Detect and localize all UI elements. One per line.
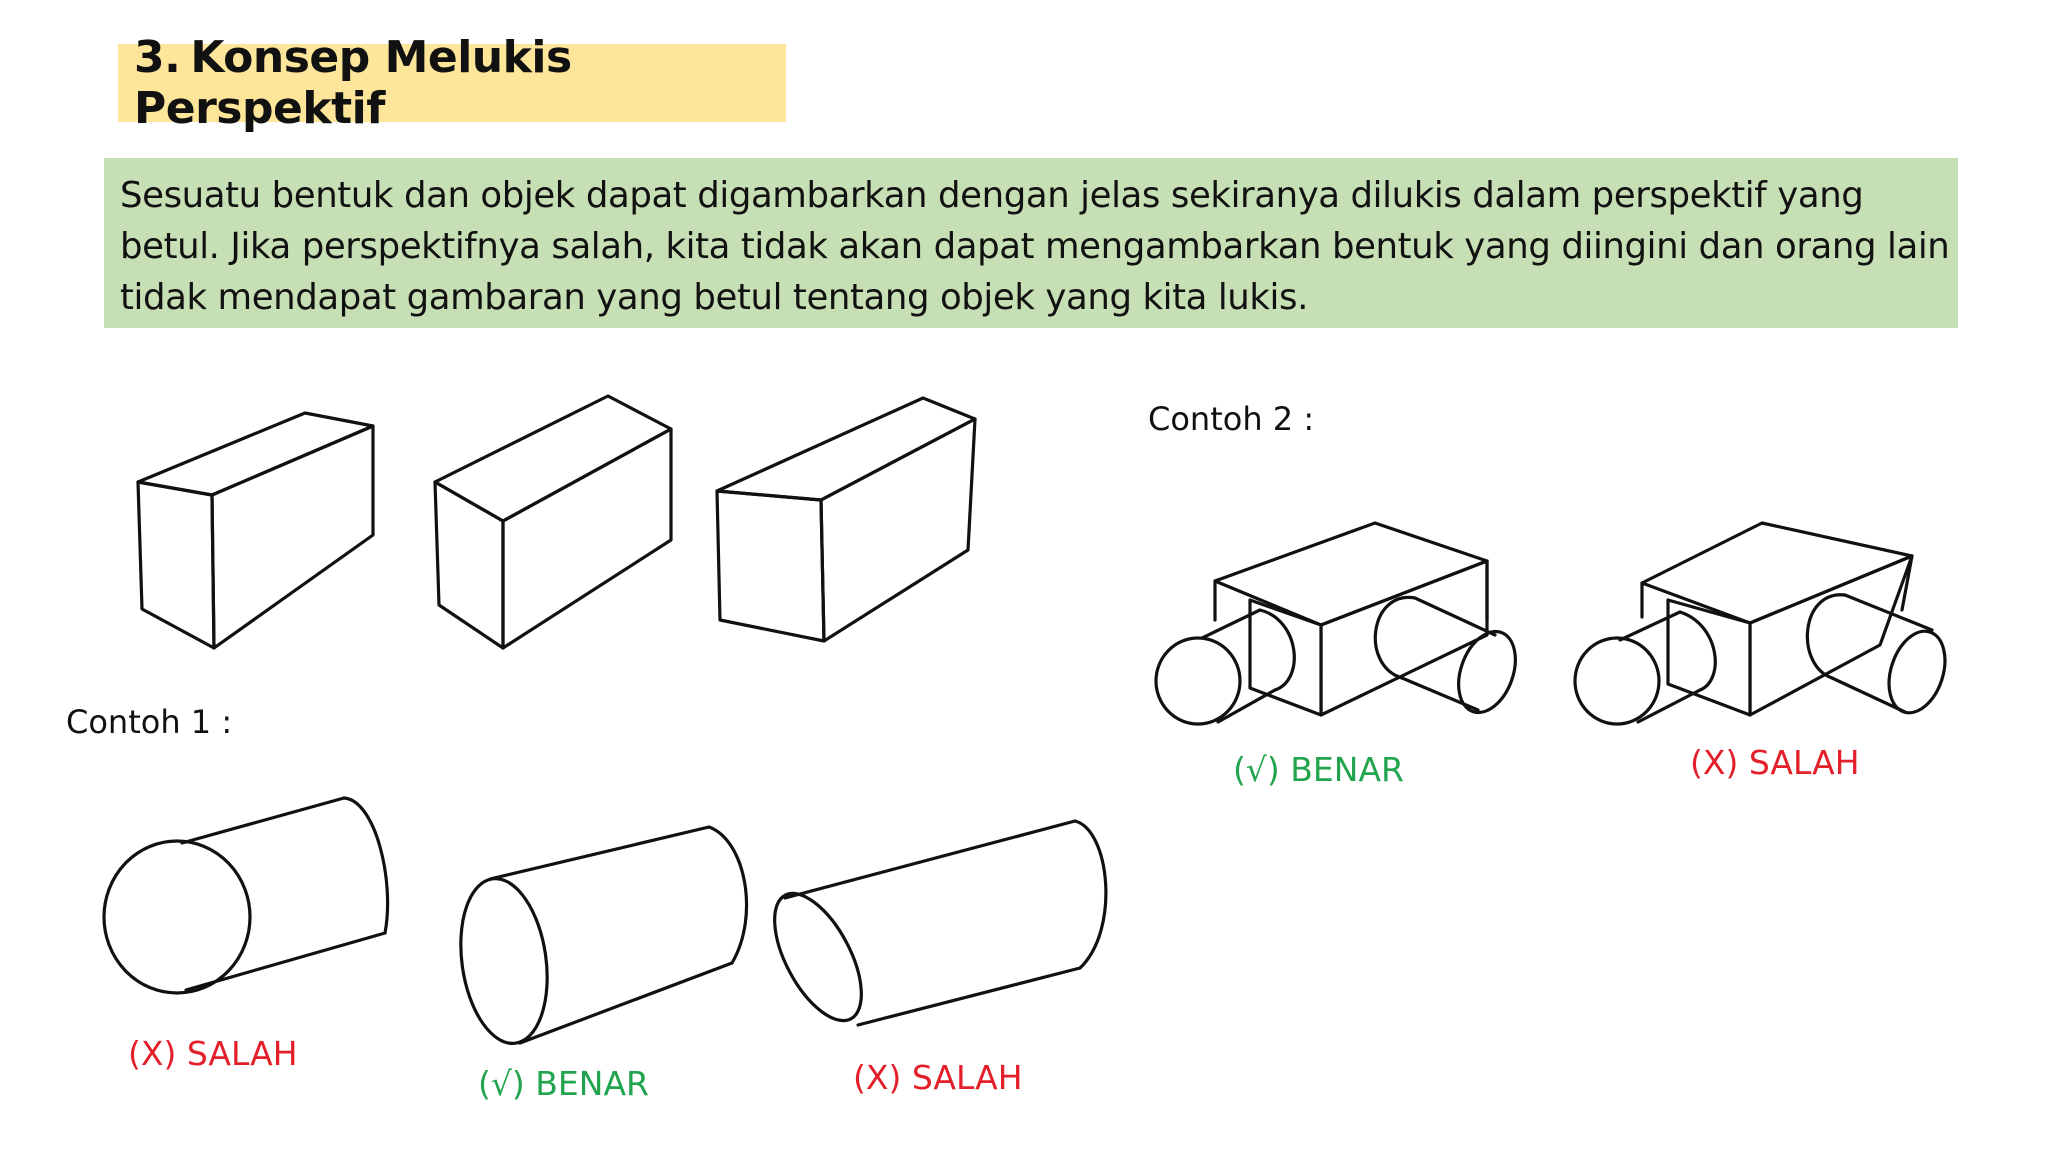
example-1-label-correct: (√) BENAR bbox=[478, 1064, 649, 1103]
cylinder-drawing-1 bbox=[104, 798, 388, 993]
example-2-label-correct: (√) BENAR bbox=[1233, 750, 1404, 789]
section-heading-text: Konsep Melukis Perspektif bbox=[134, 32, 572, 134]
example-2-caption: Contoh 2 : bbox=[1148, 400, 1315, 438]
section-number: 3. bbox=[134, 32, 181, 83]
example-1-label-wrong-1: (X) SALAH bbox=[128, 1034, 298, 1073]
example-1-caption: Contoh 1 : bbox=[66, 703, 233, 741]
cylinder-drawing-2 bbox=[451, 827, 747, 1049]
example-2-label-wrong: (X) SALAH bbox=[1690, 743, 1860, 782]
description-text: Sesuatu bentuk dan objek dapat digambarkan dengan jelas sekiranya dilukis dalam perspektif yang betul. Jika perspektifnya salah, kita tidak akan dapat mengambarkan bentuk yang diingini dan orang lain tidak mendapat gambaran yang betul tentang objek yang kita lukis. bbox=[120, 175, 1950, 318]
box-drawing-2 bbox=[435, 396, 671, 648]
example-1-label-wrong-2: (X) SALAH bbox=[853, 1058, 1023, 1097]
tee-shape-drawing-wrong bbox=[1575, 523, 1955, 724]
box-drawing-1 bbox=[138, 413, 373, 648]
tee-shape-drawing-correct bbox=[1156, 523, 1526, 724]
box-drawing-3 bbox=[717, 398, 975, 641]
cylinder-drawing-3 bbox=[757, 821, 1106, 1034]
